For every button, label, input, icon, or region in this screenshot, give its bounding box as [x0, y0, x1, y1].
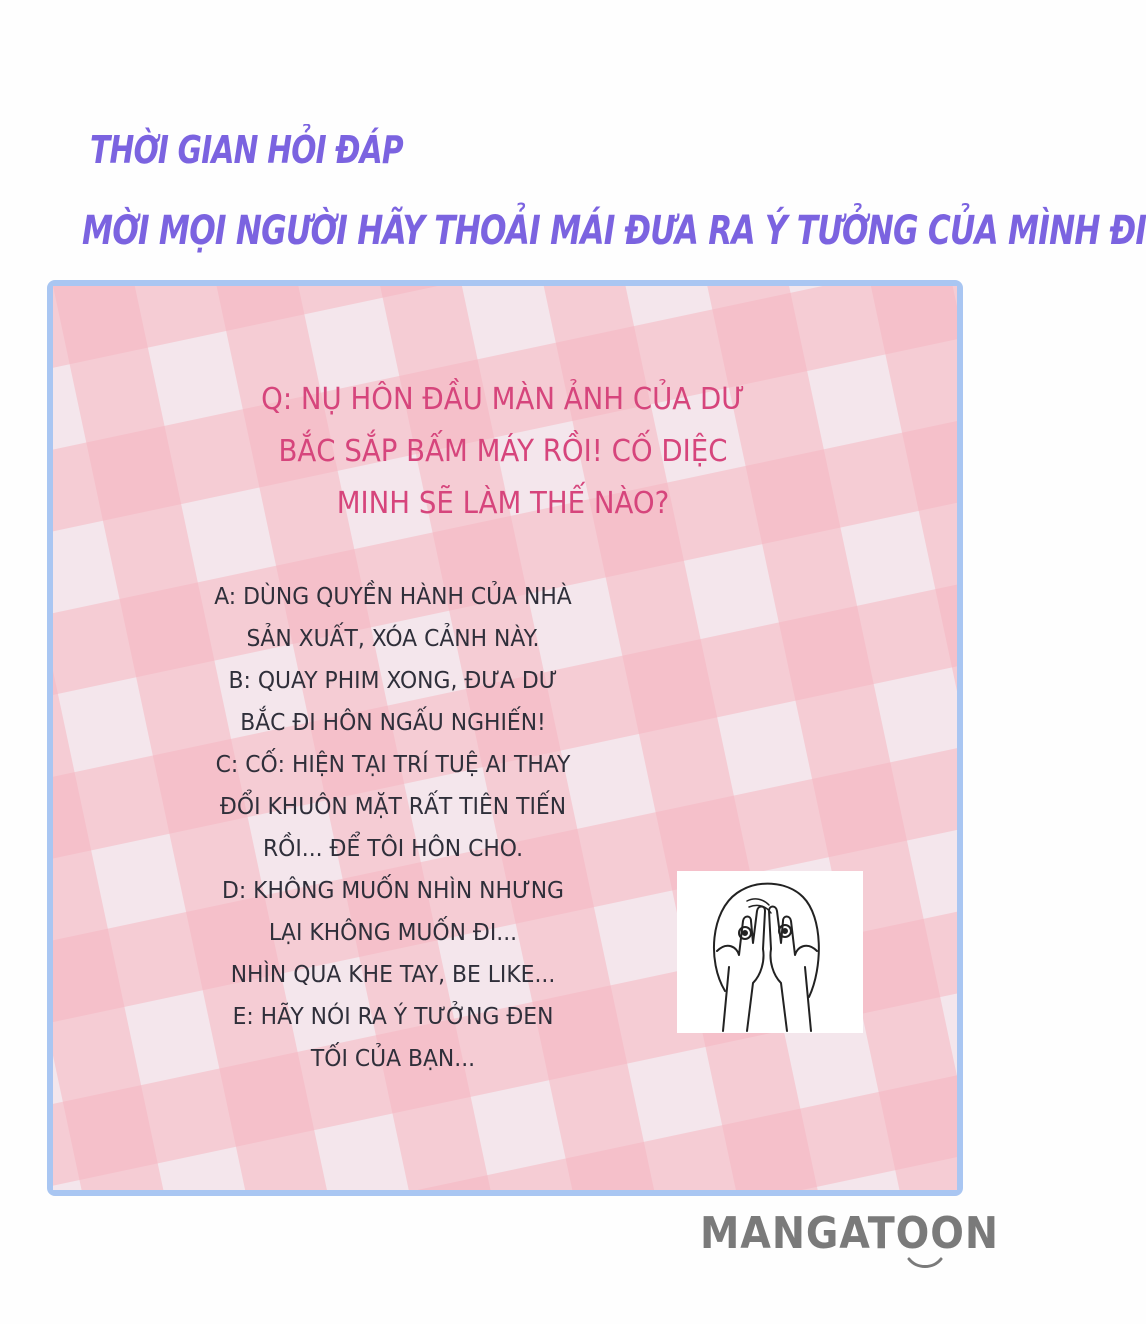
page-title: THỜI GIAN HỎI ĐÁP — [90, 128, 403, 172]
answer-line: E: HÃY NÓI RA Ý TƯỞNG ĐEN — [232, 1004, 554, 1030]
question-line: MINH SẼ LÀM THẾ NÀO? — [336, 486, 670, 521]
answer-line: D: KHÔNG MUỐN NHÌN NHƯNG — [222, 878, 564, 904]
answer-line: NHÌN QUA KHE TAY, BE LIKE... — [230, 962, 556, 988]
logo-smile-icon — [905, 1255, 945, 1271]
peeking-through-fingers-icon — [677, 871, 863, 1033]
question-line: Q: NỤ HÔN ĐẦU MÀN ẢNH CỦA DƯ — [261, 382, 745, 417]
qa-board — [47, 280, 963, 1196]
answer-line: SẢN XUẤT, XÓA CẢNH NÀY. — [246, 626, 540, 652]
answer-list — [156, 576, 631, 1080]
answer-line: A: DÙNG QUYỀN HÀNH CỦA NHÀ — [214, 584, 572, 610]
mangatoon-logo: MANGATOON — [700, 1208, 999, 1259]
answer-line: ĐỔI KHUÔN MẶT RẤT TIÊN TIẾN — [219, 794, 567, 820]
answer-line: B: QUAY PHIM XONG, ĐƯA DƯ — [228, 668, 558, 694]
question — [199, 374, 806, 530]
answer-line: C: CỐ: HIỆN TẠI TRÍ TUỆ AI THAY — [215, 752, 571, 778]
answer-line: TỐI CỦA BẠN... — [310, 1046, 476, 1072]
page-subtitle: MỜI MỌI NGƯỜI HÃY THOẢI MÁI ĐƯA RA Ý TƯỞNG CỦA MÌNH ĐI — [82, 208, 1146, 254]
answer-line: BẮC ĐI HÔN NGẤU NGHIẾN! — [240, 710, 546, 736]
question-line: BẮC SẮP BẤM MÁY RỒI! CỐ DIỆC — [278, 434, 728, 469]
answer-line: RỒI... ĐỂ TÔI HÔN CHO. — [262, 836, 524, 862]
answer-line: LẠI KHÔNG MUỐN ĐI... — [268, 920, 518, 946]
